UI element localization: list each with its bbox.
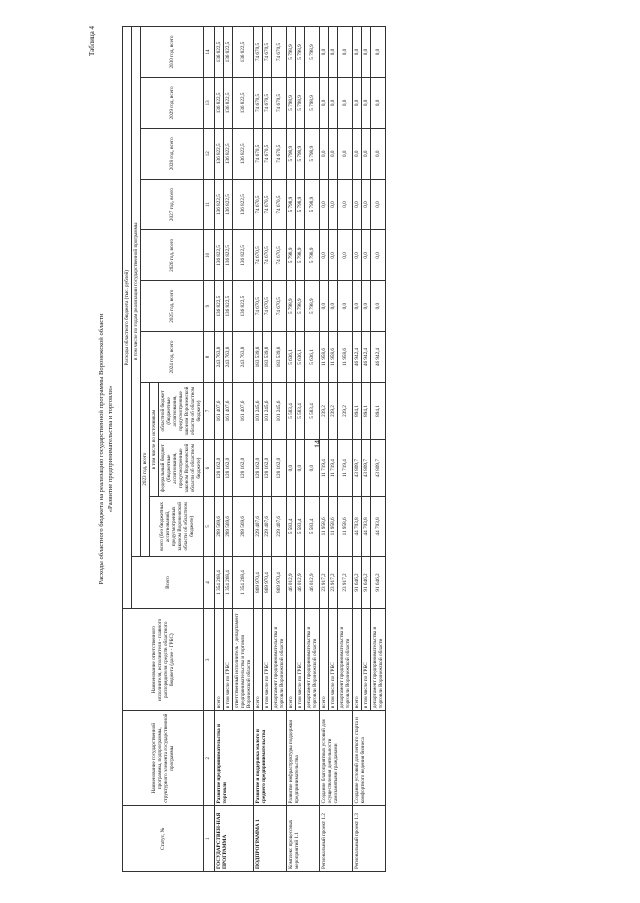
executor-cell: в том числе по ГРБС bbox=[362, 609, 371, 711]
value-cell: 5 798,9 bbox=[296, 128, 305, 179]
table-body bbox=[215, 27, 386, 872]
value-cell: 0,0 bbox=[353, 230, 362, 281]
value-cell: 74 670,5 bbox=[254, 281, 263, 332]
executor-cell: всего bbox=[215, 609, 224, 711]
header-col6: федеральный бюджет (бюджетные ассигнования, предусмотренные законом Воронежской области об областном бюджете) bbox=[159, 439, 203, 496]
value-cell: 91 646,2 bbox=[371, 556, 386, 609]
value-cell: 43 809,7 bbox=[371, 440, 386, 497]
section-status: ПОДПРОГРАММА 1 bbox=[254, 806, 287, 872]
value-cell: 229 407,6 bbox=[263, 497, 272, 556]
table-caption-line-2: «Развитие предпринимательства и торговли» bbox=[107, 385, 114, 513]
table-row bbox=[287, 27, 296, 872]
value-cell: 0,0 bbox=[305, 440, 320, 497]
value-cell: 894,1 bbox=[353, 382, 362, 439]
value-cell: 74 670,5 bbox=[263, 128, 272, 179]
value-cell: 894,1 bbox=[362, 382, 371, 439]
value-cell: 5 798,9 bbox=[287, 281, 296, 332]
column-index: 2 bbox=[204, 711, 215, 806]
section-status: Комплекс процессных мероприятий 1.1 bbox=[287, 806, 320, 872]
value-cell: 91 646,2 bbox=[362, 556, 371, 609]
value-cell: 5 798,9 bbox=[296, 78, 305, 129]
value-cell: 136 822,5 bbox=[224, 27, 233, 78]
value-cell: 0,0 bbox=[329, 281, 338, 332]
value-cell: 5 798,9 bbox=[305, 78, 320, 129]
value-cell: 74 670,5 bbox=[254, 179, 263, 230]
value-cell: 239,2 bbox=[320, 382, 329, 439]
value-cell: 128 162,0 bbox=[263, 440, 272, 497]
table-label: Таблица 4 bbox=[88, 26, 96, 56]
value-cell: 229 407,6 bbox=[254, 497, 263, 556]
value-cell: 0,0 bbox=[362, 128, 371, 179]
header-2030: 2030 год, всего bbox=[141, 27, 204, 78]
column-index: 11 bbox=[204, 179, 215, 230]
value-cell: 74 670,5 bbox=[263, 230, 272, 281]
value-cell: 43 809,7 bbox=[362, 440, 371, 497]
value-cell: 5 798,9 bbox=[287, 230, 296, 281]
header-2027: 2027 год, всего bbox=[141, 179, 204, 230]
value-cell: 44 703,8 bbox=[353, 497, 362, 556]
value-cell: 11 958,6 bbox=[338, 497, 353, 556]
value-cell: 46 942,4 bbox=[362, 332, 371, 383]
value-cell: 74 670,5 bbox=[254, 27, 263, 78]
column-index: 12 bbox=[204, 128, 215, 179]
value-cell: 0,0 bbox=[353, 179, 362, 230]
header-2029: 2029 год, всего bbox=[141, 78, 204, 129]
value-cell: 5 583,4 bbox=[296, 497, 305, 556]
executor-cell: департамент предпринимательства и торговли Воронежской области bbox=[371, 609, 386, 711]
column-index: 8 bbox=[204, 332, 215, 383]
value-cell: 0,0 bbox=[362, 179, 371, 230]
executor-cell: в том числе по ГРБС bbox=[224, 609, 233, 711]
value-cell: 5 798,9 bbox=[305, 128, 320, 179]
section-status: ГОСУДАРСТВЕН-НАЯ ПРОГРАММА bbox=[215, 806, 254, 872]
value-cell: 894,1 bbox=[371, 382, 386, 439]
header-status: Статус, № bbox=[123, 806, 204, 872]
value-cell: 0,0 bbox=[362, 27, 371, 78]
value-cell: 0,0 bbox=[371, 281, 386, 332]
value-cell: 0,0 bbox=[320, 128, 329, 179]
table-row bbox=[215, 27, 224, 872]
value-cell: 136 822,5 bbox=[233, 27, 254, 78]
value-cell: 0,0 bbox=[338, 27, 353, 78]
value-cell: 74 670,5 bbox=[263, 27, 272, 78]
column-index: 1 bbox=[204, 806, 215, 872]
value-cell: 11 958,6 bbox=[329, 497, 338, 556]
value-cell: 229 407,6 bbox=[272, 497, 287, 556]
value-cell: 11 719,4 bbox=[320, 440, 329, 497]
table-caption-line-1: Расходы областного бюджета на реализацию государственной программы Воронежской области bbox=[98, 313, 105, 585]
value-cell: 5 636,1 bbox=[296, 332, 305, 383]
value-cell: 5 798,9 bbox=[305, 281, 320, 332]
value-cell: 0,0 bbox=[371, 128, 386, 179]
executor-cell: в том числе по ГРБС bbox=[329, 609, 338, 711]
value-cell: 0,0 bbox=[320, 230, 329, 281]
value-cell: 161 407,6 bbox=[224, 382, 233, 439]
value-cell: 0,0 bbox=[362, 78, 371, 129]
header-2026: 2026 год, всего bbox=[141, 230, 204, 281]
section-name: Создание условий для легкого старта и комфортного ведения бизнеса bbox=[353, 711, 386, 806]
table-row bbox=[320, 27, 329, 872]
value-cell: 46 942,4 bbox=[371, 332, 386, 383]
value-cell: 136 822,5 bbox=[224, 128, 233, 179]
value-cell: 101 245,6 bbox=[263, 382, 272, 439]
column-index: 10 bbox=[204, 230, 215, 281]
value-cell: 11 719,4 bbox=[329, 440, 338, 497]
executor-cell: в том числе по ГРБС bbox=[296, 609, 305, 711]
value-cell: 5 798,9 bbox=[305, 179, 320, 230]
value-cell: 74 670,5 bbox=[263, 179, 272, 230]
executor-cell: всего bbox=[287, 609, 296, 711]
value-cell: 289 569,6 bbox=[233, 497, 254, 556]
header-sources-group bbox=[150, 382, 204, 496]
value-cell: 239,2 bbox=[338, 382, 353, 439]
section-name: Развитие инфраструктуры поддержки предпринимательства bbox=[287, 711, 320, 806]
value-cell: 74 670,5 bbox=[272, 179, 287, 230]
value-cell: 0,0 bbox=[320, 27, 329, 78]
column-index: 13 bbox=[204, 78, 215, 129]
value-cell: 5 798,9 bbox=[296, 27, 305, 78]
value-cell: 136 822,5 bbox=[215, 179, 224, 230]
value-cell: 5 798,9 bbox=[296, 281, 305, 332]
executor-cell: всего bbox=[353, 609, 362, 711]
value-cell: 5 798,9 bbox=[305, 230, 320, 281]
value-cell: 243 763,8 bbox=[224, 332, 233, 383]
executor-cell: департамент предпринимательства и торговли Воронежской области bbox=[338, 609, 353, 711]
value-cell: 11 958,6 bbox=[320, 497, 329, 556]
value-cell: 5 798,9 bbox=[296, 179, 305, 230]
column-index: 7 bbox=[204, 382, 215, 439]
section-name: Развитие и поддержка малого и среднего предпринимательства bbox=[254, 711, 287, 806]
value-cell: 74 670,5 bbox=[263, 78, 272, 129]
value-cell: 44 703,8 bbox=[362, 497, 371, 556]
header-col7: областной бюджет (бюджетные ассигнования, предусмотренные законом Воронежской области об областном бюджете) bbox=[160, 386, 202, 436]
section-name: Развитие предпринимательства и торговли bbox=[215, 711, 254, 806]
executor-cell: департамент предпринимательства и торговли Воронежской области bbox=[305, 609, 320, 711]
value-cell: 183 539,8 bbox=[263, 332, 272, 383]
header-name: Наименование государственной программы, подпрограммы, структурного элемента государственной программы bbox=[123, 711, 204, 806]
column-index: 14 bbox=[204, 27, 215, 78]
value-cell: 11 958,6 bbox=[320, 332, 329, 383]
value-cell: 23 917,2 bbox=[329, 556, 338, 609]
table-row bbox=[353, 27, 362, 872]
value-cell: 0,0 bbox=[371, 78, 386, 129]
column-index: 5 bbox=[204, 497, 215, 556]
column-index: 6 bbox=[204, 440, 215, 497]
value-cell: 74 670,5 bbox=[254, 128, 263, 179]
value-cell: 136 822,5 bbox=[233, 78, 254, 129]
value-cell: 46 012,9 bbox=[287, 556, 296, 609]
expenses-table bbox=[122, 26, 386, 872]
section-status: Региональный проект 1.2 bbox=[320, 806, 353, 872]
value-cell: 5 798,9 bbox=[287, 78, 296, 129]
value-cell: 239,2 bbox=[329, 382, 338, 439]
executor-cell: всего bbox=[320, 609, 329, 711]
value-cell: 101 245,6 bbox=[272, 382, 287, 439]
value-cell: 23 917,2 bbox=[338, 556, 353, 609]
value-cell: 91 646,2 bbox=[353, 556, 362, 609]
value-cell: 289 569,6 bbox=[215, 497, 224, 556]
value-cell: 128 162,0 bbox=[215, 440, 224, 497]
value-cell: 128 162,0 bbox=[224, 440, 233, 497]
value-cell: 74 670,5 bbox=[272, 27, 287, 78]
value-cell: 0,0 bbox=[353, 27, 362, 78]
value-cell: 136 822,5 bbox=[215, 230, 224, 281]
value-cell: 74 670,5 bbox=[272, 78, 287, 129]
executor-cell: департамент предпринимательства и торговли Воронежской области bbox=[272, 609, 287, 711]
value-cell: 0,0 bbox=[338, 128, 353, 179]
value-cell: 136 822,5 bbox=[224, 179, 233, 230]
value-cell: 5 583,4 bbox=[287, 382, 296, 439]
value-cell: 46 012,9 bbox=[305, 556, 320, 609]
value-cell: 0,0 bbox=[362, 281, 371, 332]
value-cell: 136 822,5 bbox=[233, 179, 254, 230]
value-cell: 136 822,5 bbox=[233, 230, 254, 281]
value-cell: 5 636,1 bbox=[287, 332, 296, 383]
value-cell: 869 970,4 bbox=[254, 556, 263, 609]
column-index: 4 bbox=[204, 556, 215, 609]
executor-cell: в том числе по ГРБС bbox=[263, 609, 272, 711]
value-cell: 43 809,7 bbox=[353, 440, 362, 497]
value-cell: 183 539,8 bbox=[254, 332, 263, 383]
value-cell: 0,0 bbox=[338, 281, 353, 332]
value-cell: 0,0 bbox=[338, 230, 353, 281]
column-index: 3 bbox=[204, 609, 215, 711]
value-cell: 23 917,2 bbox=[320, 556, 329, 609]
table-header bbox=[123, 27, 215, 872]
column-index-row bbox=[204, 27, 215, 872]
value-cell: 0,0 bbox=[320, 281, 329, 332]
value-cell: 136 822,5 bbox=[233, 281, 254, 332]
value-cell: 128 162,0 bbox=[254, 440, 263, 497]
value-cell: 136 822,5 bbox=[215, 27, 224, 78]
value-cell: 1 354 268,4 bbox=[215, 556, 224, 609]
value-cell: 136 822,5 bbox=[224, 78, 233, 129]
value-cell: 136 822,5 bbox=[215, 78, 224, 129]
value-cell: 0,0 bbox=[353, 78, 362, 129]
value-cell: 0,0 bbox=[329, 78, 338, 129]
value-cell: 128 162,0 bbox=[233, 440, 254, 497]
value-cell: 0,0 bbox=[329, 179, 338, 230]
value-cell: 136 822,5 bbox=[233, 128, 254, 179]
value-cell: 289 569,6 bbox=[224, 497, 233, 556]
value-cell: 0,0 bbox=[329, 27, 338, 78]
value-cell: 46 942,4 bbox=[353, 332, 362, 383]
value-cell: 243 763,8 bbox=[233, 332, 254, 383]
value-cell: 0,0 bbox=[371, 27, 386, 78]
value-cell: 1 354 268,4 bbox=[233, 556, 254, 609]
value-cell: 183 539,8 bbox=[272, 332, 287, 383]
header-executor: Наименование ответственного исполнителя, исполнителя - главного распорядителя средств областного бюджета (далее - ГРБС) bbox=[123, 609, 204, 711]
value-cell: 161 407,6 bbox=[233, 382, 254, 439]
value-cell: 0,0 bbox=[353, 128, 362, 179]
section-name: Создание благоприятных условий для осуществления деятельности самозанятыми гражданами bbox=[320, 711, 353, 806]
value-cell: 136 822,5 bbox=[215, 128, 224, 179]
value-cell: 0,0 bbox=[287, 440, 296, 497]
value-cell: 5 798,9 bbox=[287, 27, 296, 78]
header-2023-total: 2023 год, всего bbox=[141, 382, 150, 556]
header-2025: 2025 год, всего bbox=[141, 281, 204, 332]
value-cell: 136 822,5 bbox=[224, 230, 233, 281]
value-cell: 5 583,4 bbox=[287, 497, 296, 556]
value-cell: 161 407,6 bbox=[215, 382, 224, 439]
value-cell: 11 958,6 bbox=[329, 332, 338, 383]
column-index: 9 bbox=[204, 281, 215, 332]
value-cell: 0,0 bbox=[296, 440, 305, 497]
value-cell: 0,0 bbox=[371, 179, 386, 230]
value-cell: 0,0 bbox=[338, 78, 353, 129]
value-cell: 5 583,4 bbox=[305, 497, 320, 556]
value-cell: 0,0 bbox=[371, 230, 386, 281]
value-cell: 869 970,4 bbox=[263, 556, 272, 609]
value-cell: 11 719,4 bbox=[338, 440, 353, 497]
executor-cell: ответственный исполнитель - департамент предпринимательства и торговли Воронежской области bbox=[233, 609, 254, 711]
value-cell: 5 798,9 bbox=[287, 179, 296, 230]
value-cell: 74 670,5 bbox=[272, 281, 287, 332]
header-2024: 2024 год, всего bbox=[141, 332, 204, 383]
value-cell: 11 958,6 bbox=[338, 332, 353, 383]
value-cell: 101 245,6 bbox=[254, 382, 263, 439]
rotated-page-content bbox=[88, 26, 640, 872]
value-cell: 0,0 bbox=[338, 179, 353, 230]
value-cell: 869 970,4 bbox=[272, 556, 287, 609]
value-cell: 5 636,1 bbox=[305, 332, 320, 383]
executor-cell: всего bbox=[254, 609, 263, 711]
page-number: 14 bbox=[313, 440, 322, 448]
value-cell: 5 798,9 bbox=[287, 128, 296, 179]
value-cell: 1 354 268,4 bbox=[224, 556, 233, 609]
header-total: Всего bbox=[132, 556, 204, 609]
value-cell: 74 670,5 bbox=[254, 230, 263, 281]
value-cell: 136 822,5 bbox=[215, 281, 224, 332]
value-cell: 243 763,8 bbox=[215, 332, 224, 383]
value-cell: 128 162,0 bbox=[272, 440, 287, 497]
header-col5: всего (без бюджетных ассигнований, предусмотренных законом Воронежской области об областном бюджете) bbox=[150, 497, 204, 556]
table-row bbox=[254, 27, 263, 872]
header-sources: в том числе по источникам bbox=[150, 383, 159, 496]
value-cell: 5 583,4 bbox=[305, 382, 320, 439]
value-cell: 0,0 bbox=[353, 281, 362, 332]
header-expenses-group: Расходы областного бюджета (тыс. рублей) bbox=[123, 27, 132, 609]
value-cell: 5 798,9 bbox=[305, 27, 320, 78]
value-cell: 74 670,5 bbox=[254, 78, 263, 129]
value-cell: 0,0 bbox=[320, 78, 329, 129]
value-cell: 5 798,9 bbox=[296, 230, 305, 281]
header-2028: 2028 год, всего bbox=[141, 128, 204, 179]
value-cell: 0,0 bbox=[329, 128, 338, 179]
header-by-years: в том числе по годам реализации государственной программы bbox=[132, 27, 141, 557]
value-cell: 74 670,5 bbox=[272, 128, 287, 179]
value-cell: 0,0 bbox=[329, 230, 338, 281]
value-cell: 5 583,4 bbox=[296, 382, 305, 439]
value-cell: 0,0 bbox=[362, 230, 371, 281]
value-cell: 44 703,8 bbox=[371, 497, 386, 556]
value-cell: 136 822,5 bbox=[224, 281, 233, 332]
value-cell: 0,0 bbox=[320, 179, 329, 230]
value-cell: 74 670,5 bbox=[263, 281, 272, 332]
section-status: Региональный проект 1.3 bbox=[353, 806, 386, 872]
value-cell: 46 012,9 bbox=[296, 556, 305, 609]
value-cell: 74 670,5 bbox=[272, 230, 287, 281]
